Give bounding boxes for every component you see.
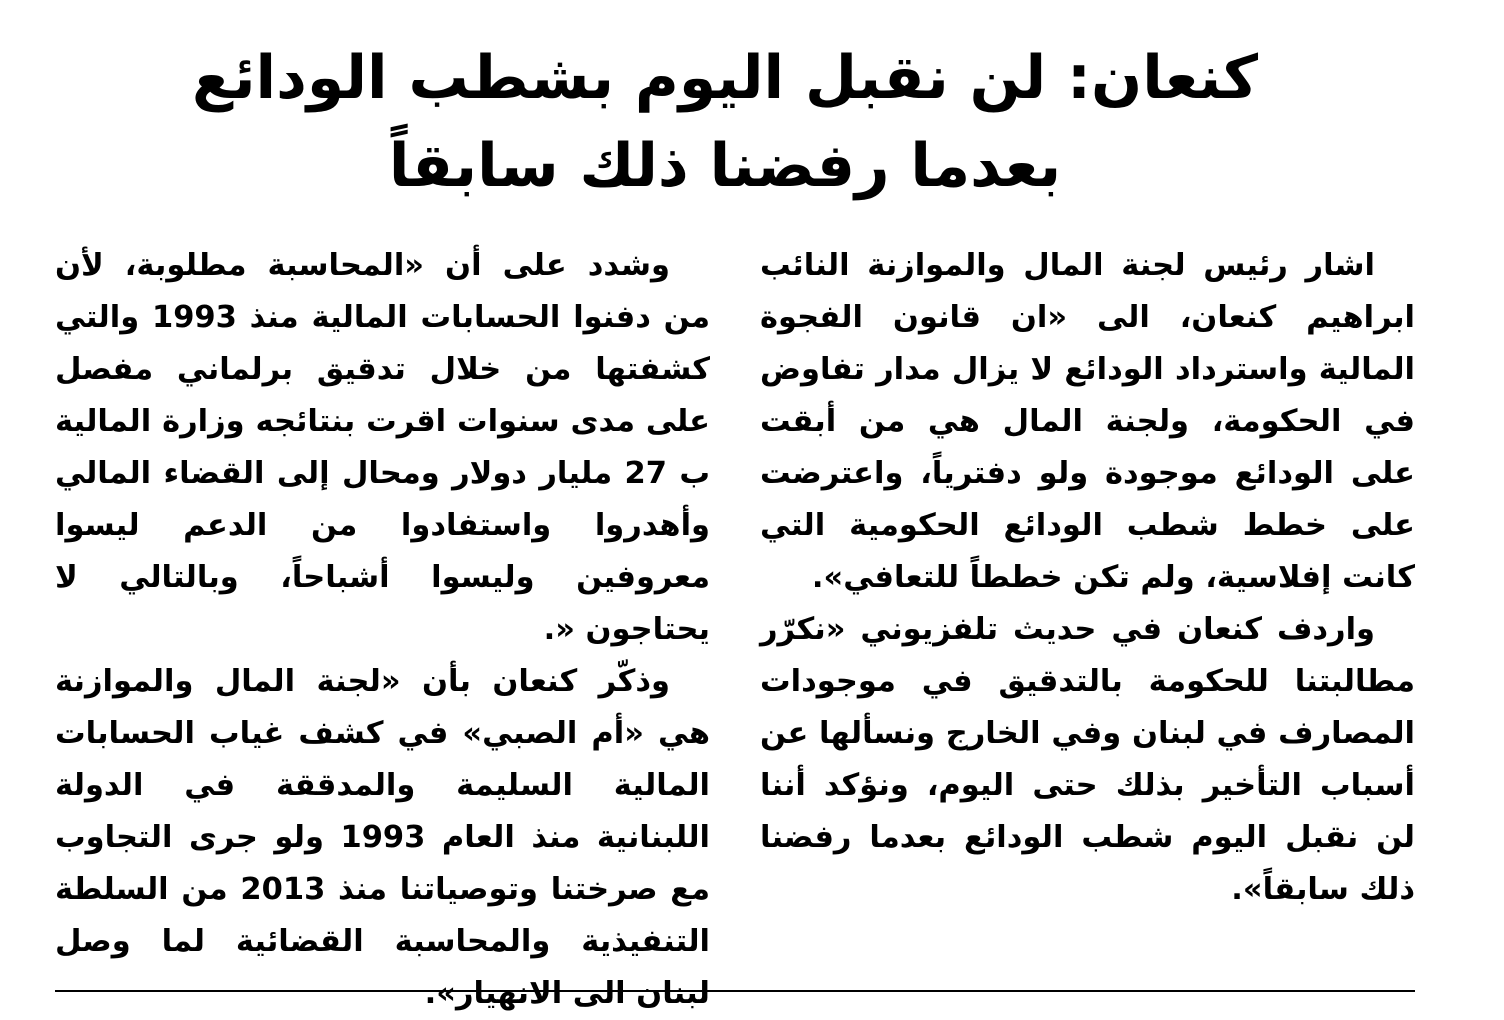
paragraph-left-1: وشدد على أن «المحاسبة مطلوبة، لأن من دفنوا الحسابات المالية منذ 1993 والتي كشفتها من خلال تدقيق برلماني مفصل على مدى سنوات اقرت بنتائجه وزارة المالية ب 27 مليار دولار ومحال إلى القضاء المالي وأهدروا واستفادوا من الدعم ليسوا معروفين وليسوا أشباحاً، وبالتالي لا يحتاجون «. — [55, 248, 710, 647]
article-column-left — [55, 240, 710, 1020]
bottom-divider — [55, 990, 1415, 992]
paragraph-right-1: اشار رئيس لجنة المال والموازنة النائب ابراهيم كنعان، الى «ان قانون الفجوة المالية واسترداد الودائع لا يزال مدار تفاوض في الحكومة، ولجنة المال هي من أبقت على الودائع موجودة ولو دفترياً، واعترضت على خطط شطب الودائع الحكومية التي كانت إفلاسية، ولم تكن خططاً للتعافي». — [760, 248, 1415, 595]
headline-line-2: بعدما رفضنا ذلك سابقاً — [388, 131, 1062, 201]
paragraph-left-2: وذكّر كنعان بأن «لجنة المال والموازنة هي «أم الصبي» في كشف غياب الحسابات المالية السليمة والمدققة في الدولة اللبنانية منذ العام 1993 ولو جرى التجاوب مع صرختنا وتوصياتنا منذ 2013 من السلطة التنفيذية والمحاسبة القضائية لما وصل لبنان الى الانهيار». — [55, 664, 710, 1011]
article-column-right — [760, 240, 1415, 916]
headline-line-1: كنعان: لن نقبل اليوم بشطب الودائع — [191, 43, 1259, 113]
paragraph-right-2: واردف كنعان في حديث تلفزيوني «نكرّر مطالبتنا للحكومة بالتدقيق في موجودات المصارف في لبنان وفي الخارج ونسألها عن أسباب التأخير بذلك حتى اليوم، ونؤكد أننا لن نقبل اليوم شطب الودائع بعدما رفضنا ذلك سابقاً». — [760, 612, 1415, 907]
